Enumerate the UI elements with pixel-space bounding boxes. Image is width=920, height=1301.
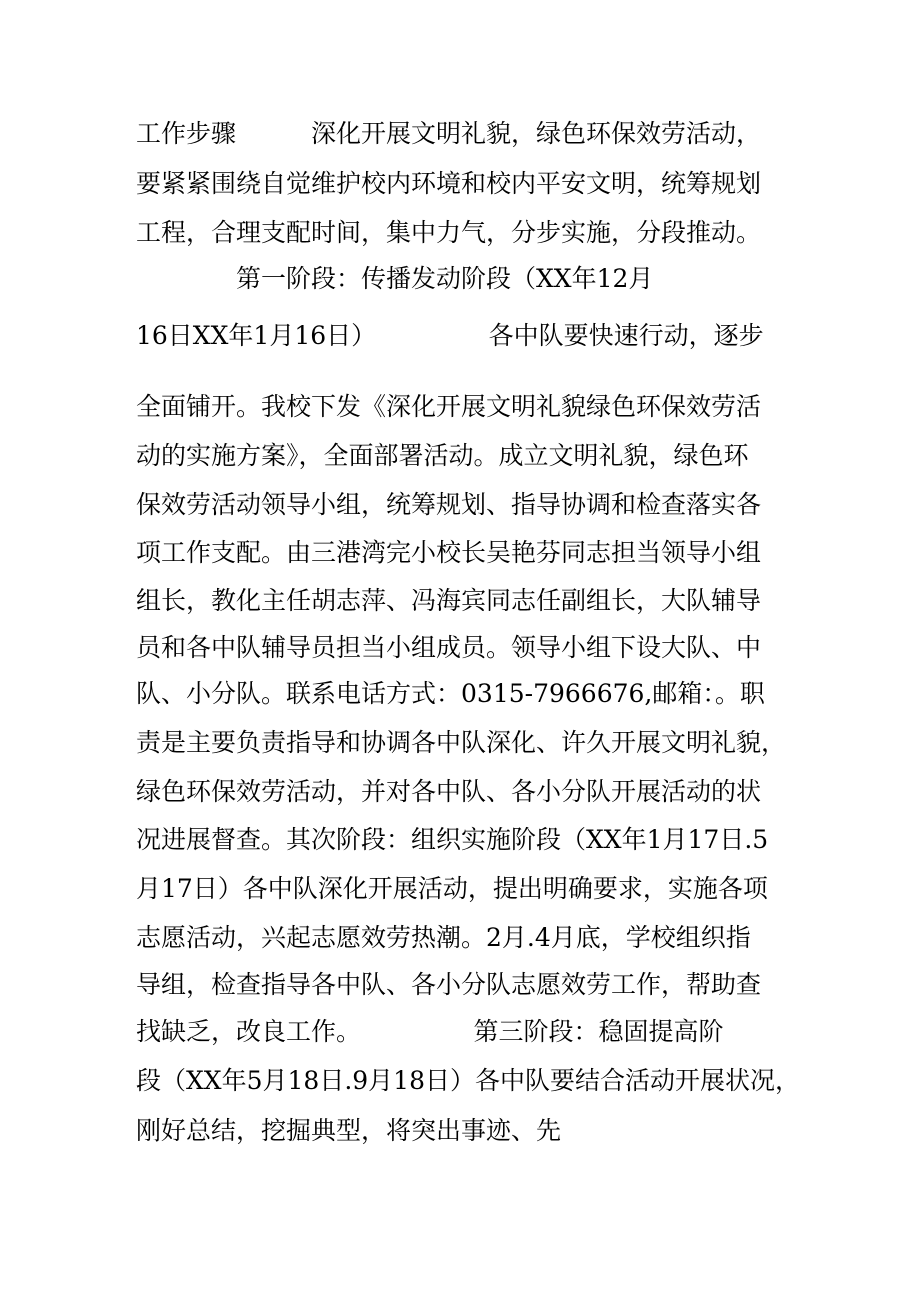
text-line-18: 导组，检查指导各中队、各小分队志愿效劳工作，帮助查 xyxy=(136,970,762,999)
text-line-16: 月17日）各中队深化开展活动，提出明确要求，实施各项 xyxy=(136,874,768,903)
text-line-15: 况进展督查。其次阶段：组织实施阶段（XX年1月17日.5 xyxy=(136,825,769,854)
text-line-11: 员和各中队辅导员担当小组成员。领导小组下设大队、中 xyxy=(136,633,762,662)
text-line-4: 第一阶段：传播发动阶段（XX年12月 xyxy=(136,264,654,293)
text-line-12: 队、小分队。联系电话方式：0315-7966676,邮箱：。职 xyxy=(136,679,765,708)
text-line-6: 全面铺开。我校下发《深化开展文明礼貌绿色环保效劳活 xyxy=(136,392,762,421)
text-line-3: 工程，合理支配时间，集中力气，分步实施，分段推动。 xyxy=(136,218,762,247)
text-line-9: 项工作支配。由三港湾完小校长吴艳芬同志担当领导小组 xyxy=(136,538,762,567)
text-line-14: 绿色环保效劳活动，并对各中队、各小分队开展活动的状 xyxy=(136,777,762,806)
text-line-13: 责是主要负责指导和协调各中队深化、许久开展文明礼貌， xyxy=(136,728,787,757)
text-line-1: 工作步骤 深化开展文明礼貌，绿色环保效劳活动， xyxy=(136,119,762,148)
text-line-7: 动的实施方案》，全面部署活动。成立文明礼貌，绿色环 xyxy=(136,441,749,470)
text-line-8: 保效劳活动领导小组，统筹规划、指导协调和检查落实各 xyxy=(136,490,762,519)
text-line-5: 16日XX年1月16日） 各中队要快速行动，逐步 xyxy=(136,321,764,350)
text-line-21: 刚好总结，挖掘典型，将突出事迹、先 xyxy=(136,1116,562,1145)
text-line-2: 要紧紧围绕自觉维护校内环境和校内平安文明，统筹规划 xyxy=(136,169,762,198)
text-line-19: 找缺乏，改良工作。 第三阶段：稳固提高阶 xyxy=(136,1017,724,1046)
text-line-10: 组长，教化主任胡志萍、冯海宾同志任副组长，大队辅导 xyxy=(136,586,762,615)
text-line-17: 志愿活动，兴起志愿效劳热潮。2月.4月底，学校组织指 xyxy=(136,923,751,952)
text-line-20: 段（XX年5月18日.9月18日）各中队要结合活动开展状况， xyxy=(136,1066,800,1095)
